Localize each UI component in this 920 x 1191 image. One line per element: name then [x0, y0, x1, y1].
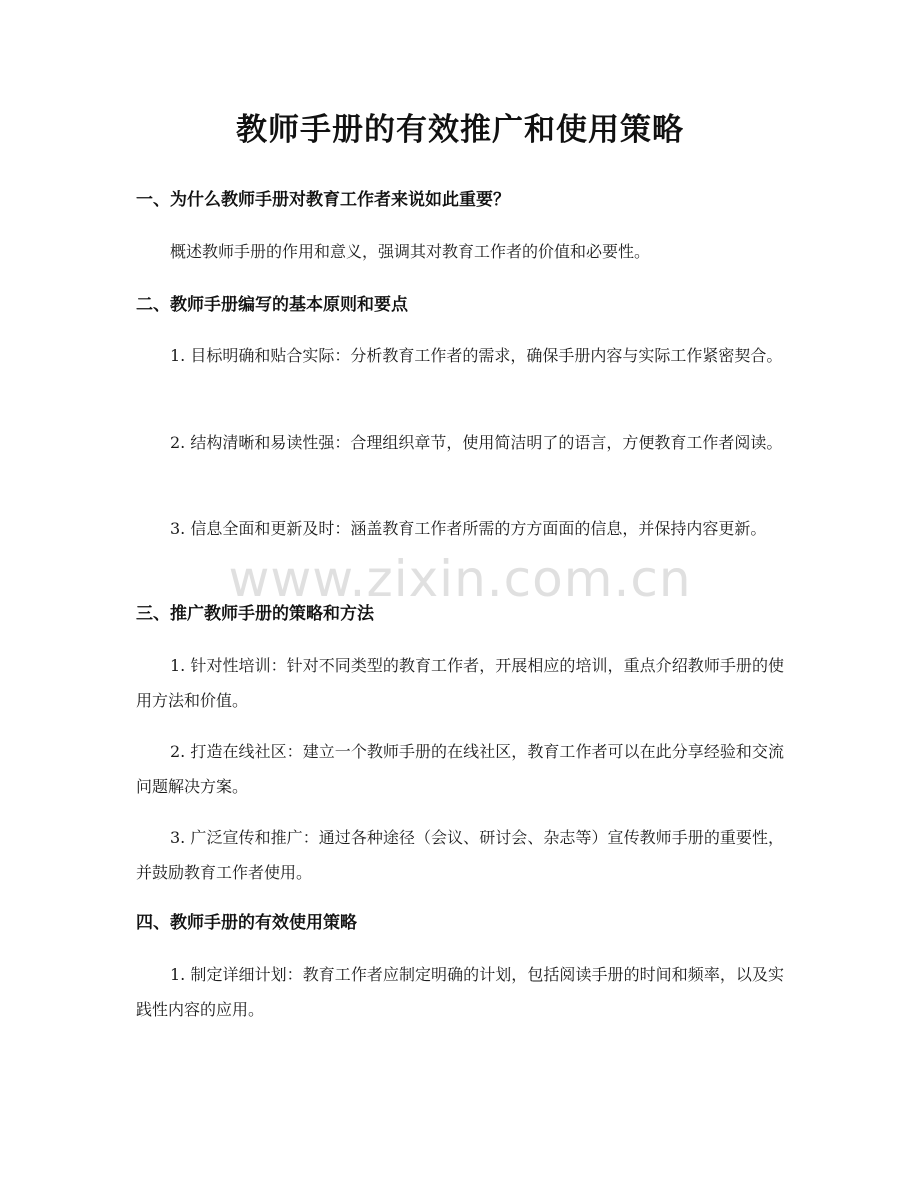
- section-heading-2: 二、教师手册编写的基本原则和要点: [136, 295, 408, 315]
- section-2-paragraph-2: 2. 结构清晰和易读性强：合理组织章节，使用简洁明了的语言，方便教育工作者阅读。: [170, 433, 783, 452]
- section-heading-3: 三、推广教师手册的策略和方法: [136, 604, 374, 624]
- section-4-paragraph-1: 1. 制定详细计划：教育工作者应制定明确的计划，包括阅读手册的时间和频率，以及实践性内容的应用。: [136, 965, 784, 1019]
- watermark-text: www.zixin.com.cn: [228, 550, 692, 608]
- section-2-paragraph-1: 1. 目标明确和贴合实际：分析教育工作者的需求，确保手册内容与实际工作紧密契合。: [170, 346, 783, 365]
- section-1-paragraph-1: 概述教师手册的作用和意义，强调其对教育工作者的价值和必要性。: [170, 242, 651, 261]
- document-title: 教师手册的有效推广和使用策略: [236, 112, 684, 148]
- section-2-paragraph-3: 3. 信息全面和更新及时：涵盖教育工作者所需的方方面面的信息，并保持内容更新。: [170, 519, 767, 538]
- section-3-paragraph-2: 2. 打造在线社区：建立一个教师手册的在线社区，教育工作者可以在此分享经验和交流问题解决方案。: [136, 742, 784, 796]
- section-3-paragraph-1: 1. 针对性培训：针对不同类型的教育工作者，开展相应的培训，重点介绍教师手册的使用方法和价值。: [136, 656, 784, 710]
- section-3-paragraph-3: 3. 广泛宣传和推广：通过各种途径（会议、研讨会、杂志等）宣传教师手册的重要性，并鼓励教育工作者使用。: [136, 828, 784, 882]
- section-heading-1: 一、为什么教师手册对教育工作者来说如此重要？: [136, 190, 510, 210]
- section-heading-4: 四、教师手册的有效使用策略: [136, 913, 357, 933]
